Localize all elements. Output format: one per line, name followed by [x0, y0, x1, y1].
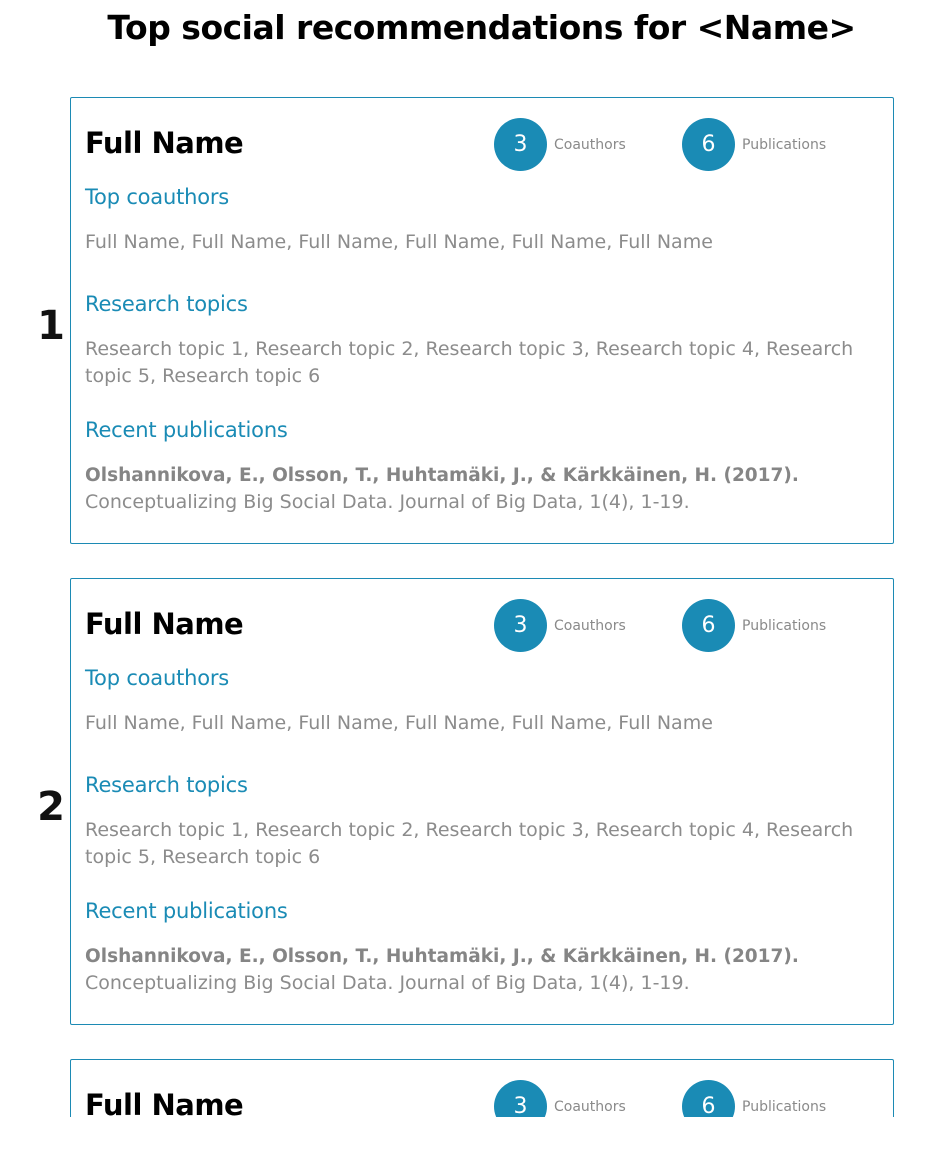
coauthors-stat [494, 599, 626, 652]
publications-label: Publications [742, 1098, 827, 1115]
page-title: Top social recommendations for <Name> [107, 8, 856, 47]
recommendation-card[interactable] [70, 97, 894, 544]
recommendation-card[interactable] [70, 1059, 894, 1117]
research-topics-heading: Research topics [85, 773, 248, 797]
rank-number: 1 [37, 303, 65, 349]
publications-count-badge: 6 [682, 599, 735, 652]
publication-details: Conceptualizing Big Social Data. Journal of Big Data, 1(4), 1-19. [85, 972, 690, 994]
recent-publications-heading: Recent publications [85, 899, 288, 923]
person-name[interactable]: Full Name [85, 607, 244, 641]
top-coauthors-list: Full Name, Full Name, Full Name, Full Name, Full Name, Full Name [85, 712, 713, 734]
coauthors-stat [494, 1080, 626, 1117]
top-coauthors-list: Full Name, Full Name, Full Name, Full Name, Full Name, Full Name [85, 231, 713, 253]
coauthors-count-badge: 3 [494, 599, 547, 652]
publications-count-badge: 6 [682, 118, 735, 171]
rank-number: 2 [37, 784, 65, 830]
coauthors-count-badge: 3 [494, 1080, 547, 1117]
recommendation-card[interactable] [70, 578, 894, 1025]
top-coauthors-heading: Top coauthors [85, 666, 230, 690]
research-topics-list: Research topic 1, Research topic 2, Research topic 3, Research topic 4, Research topic 5, Research topic 6 [85, 338, 854, 387]
research-topics-list: Research topic 1, Research topic 2, Research topic 3, Research topic 4, Research topic 5, Research topic 6 [85, 819, 854, 868]
publication-authors: Olshannikova, E., Olsson, T., Huhtamäki, J., & Kärkkäinen, H. (2017). [85, 946, 799, 967]
coauthors-count-badge: 3 [494, 118, 547, 171]
recent-publication[interactable] [85, 462, 875, 516]
publications-stat [682, 1080, 826, 1117]
research-topics-heading: Research topics [85, 292, 248, 316]
publications-stat [682, 118, 826, 171]
publication-details: Conceptualizing Big Social Data. Journal of Big Data, 1(4), 1-19. [85, 491, 690, 513]
recent-publication[interactable] [85, 943, 875, 997]
publications-label: Publications [742, 617, 827, 634]
recent-publications-heading: Recent publications [85, 418, 288, 442]
coauthors-label: Coauthors [554, 136, 626, 153]
coauthors-label: Coauthors [554, 617, 626, 634]
person-name[interactable]: Full Name [85, 1088, 244, 1117]
publications-count-badge: 6 [682, 1080, 735, 1117]
publications-label: Publications [742, 136, 827, 153]
publications-stat [682, 599, 826, 652]
top-coauthors-heading: Top coauthors [85, 185, 230, 209]
coauthors-label: Coauthors [554, 1098, 626, 1115]
person-name[interactable]: Full Name [85, 126, 244, 160]
publication-authors: Olshannikova, E., Olsson, T., Huhtamäki, J., & Kärkkäinen, H. (2017). [85, 465, 799, 486]
coauthors-stat [494, 118, 626, 171]
